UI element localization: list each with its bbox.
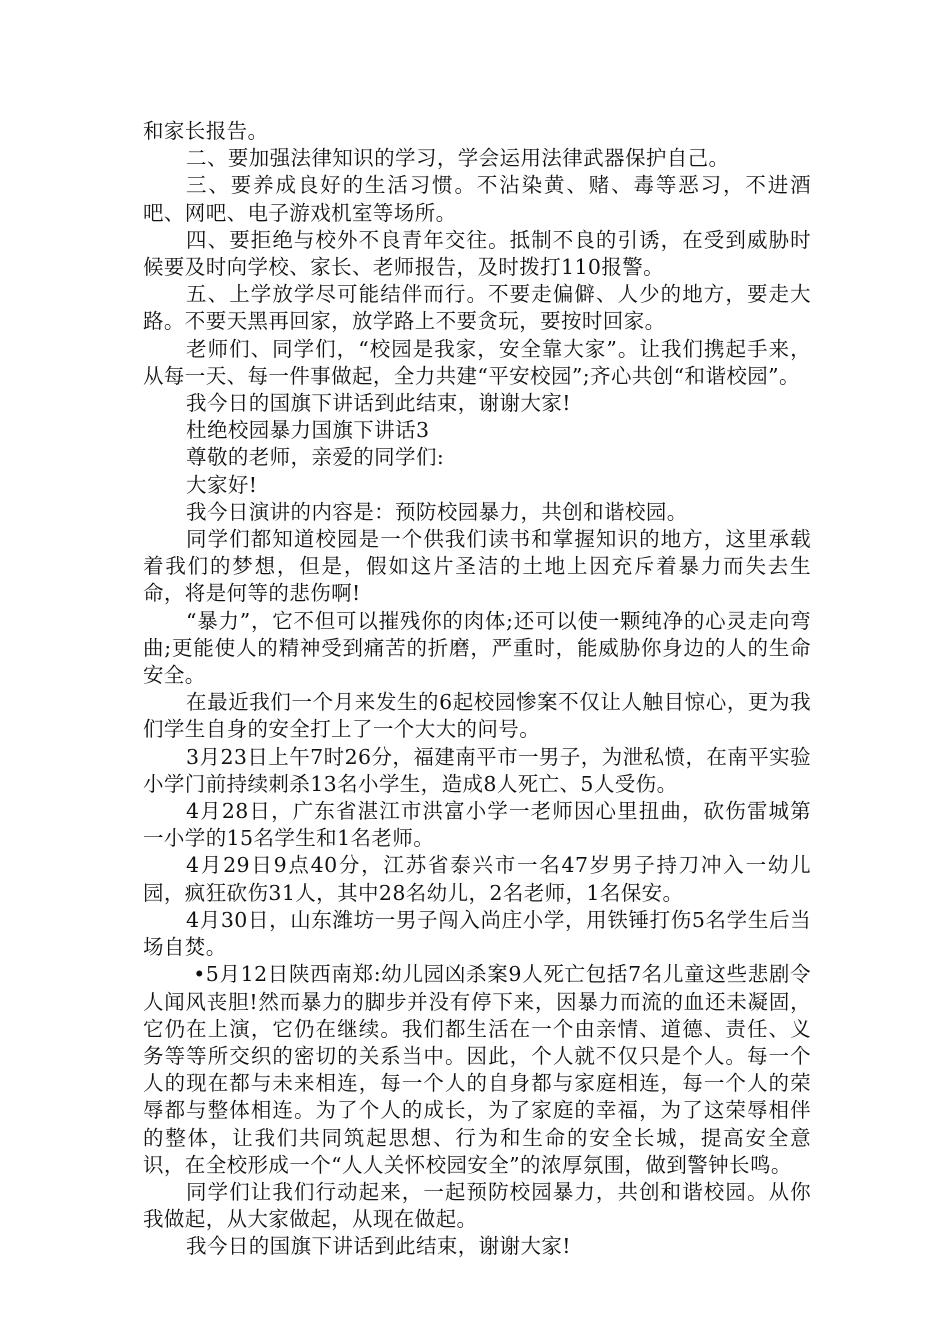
paragraph-april-28: 4月28日，广东省湛江市洪富小学一老师因心里扭曲，砍伤雷城第一小学的15名学生和1名老师。 <box>143 799 811 851</box>
paragraph-refuse-bad-youth: 四、要拒绝与校外不良青年交往。抵制不良的引诱，在受到威胁时候要及时向学校、家长、老师报告，及时拨打110报警。 <box>143 227 811 280</box>
paragraph-april-30: 4月30日，山东潍坊一男子闯入尚庄小学，用铁锤打伤5名学生后当场自焚。 <box>143 907 811 960</box>
paragraph-closing-2: 我今日的国旗下讲话到此结束，谢谢大家! <box>186 1234 571 1259</box>
paragraph-report-to-parents: 和家长报告。 <box>143 119 269 143</box>
section-title: 杜绝校园暴力国旗下讲话3 <box>186 418 430 443</box>
paragraph-living-habits: 三、要养成良好的生活习惯。不沾染黄、赌、毒等恶习，不进酒吧、网吧、电子游戏机室等场所。 <box>143 173 811 225</box>
paragraph-walk-together: 五、上学放学尽可能结伴而行。不要走偏僻、人少的地方，要走大路。不要天黑再回家，放学路上不要贪玩，要按时回家。 <box>143 282 811 334</box>
paragraph-march-23: 3月23日上午7时26分，福建南平市一男子，为泄私愤，在南平实验小学门前持续刺杀13名小学生，造成8人死亡、5人受伤。 <box>143 744 811 796</box>
paragraph-closing-1: 我今日的国旗下讲话到此结束，谢谢大家! <box>186 391 571 416</box>
document-body <box>143 118 811 1261</box>
paragraph-campus-dreams: 同学们都知道校园是一个供我们读书和掌握知识的地方，这里承载着我们的梦想，但是，假如这片圣洁的土地上因充斥着暴力而失去生命，将是何等的悲伤啊! <box>143 527 811 606</box>
paragraph-april-29: 4月29日9点40分，江苏省泰兴市一名47岁男子持刀冲入一幼儿园，疯狂砍伤31人，其中28名幼儿，2名老师，1名保安。 <box>143 853 811 905</box>
paragraph-may-12: •5月12日陕西南郑:幼儿园凶杀案9人死亡包括7名儿童这些悲剧令人闻风丧胆!然而暴力的脚步并没有停下来，因暴力而流的血还未凝固，它仍在上演，它仍在继续。我们都生活在一个由亲情、道德、责任、义务等等所交织的密切的关系当中。因此，个人就不仅只是个人。每一个人的现在都与未来相连，每一个人的自身都与家庭相连，每一个人的荣辱都与整体相连。为了个人的成长，为了家庭的幸福，为了这荣辱相伴的整体，让我们共同筑起思想、行为和生命的安全长城，提高安全意识，在全校形成一个“人人关怀校园安全”的浓厚氛围，做到警钟长鸣。 <box>143 962 811 1177</box>
paragraph-speech-topic: 我今日演讲的内容是：预防校园暴力，共创和谐校园。 <box>186 499 688 524</box>
greeting: 大家好! <box>186 472 258 497</box>
paragraph-recent-tragedies: 在最近我们一个月来发生的6起校园惨案不仅让人触目惊心，更为我们学生自身的安全打上了一个大大的问号。 <box>143 690 811 742</box>
salutation: 尊敬的老师，亲爱的同学们: <box>186 445 445 470</box>
paragraph-violence-harm: “暴力”，它不但可以摧残你的肉体;还可以使一颗纯净的心灵走向弯曲;更能使人的精神受到痛苦的折磨，严重时，能威胁你身边的人的生命安全。 <box>143 608 811 688</box>
paragraph-legal-knowledge: 二、要加强法律知识的学习，学会运用法律武器保护自己。 <box>186 146 730 171</box>
paragraph-act-now: 同学们让我们行动起来，一起预防校园暴力，共创和谐校园。从你我做起，从大家做起，从现在做起。 <box>143 1179 811 1232</box>
paragraph-safe-campus-call: 老师们、同学们，“校园是我家，安全靠大家”。让我们携起手来，从每一天、每一件事做起，全力共建“平安校园”;齐心共创“和谐校园”。 <box>143 336 811 388</box>
